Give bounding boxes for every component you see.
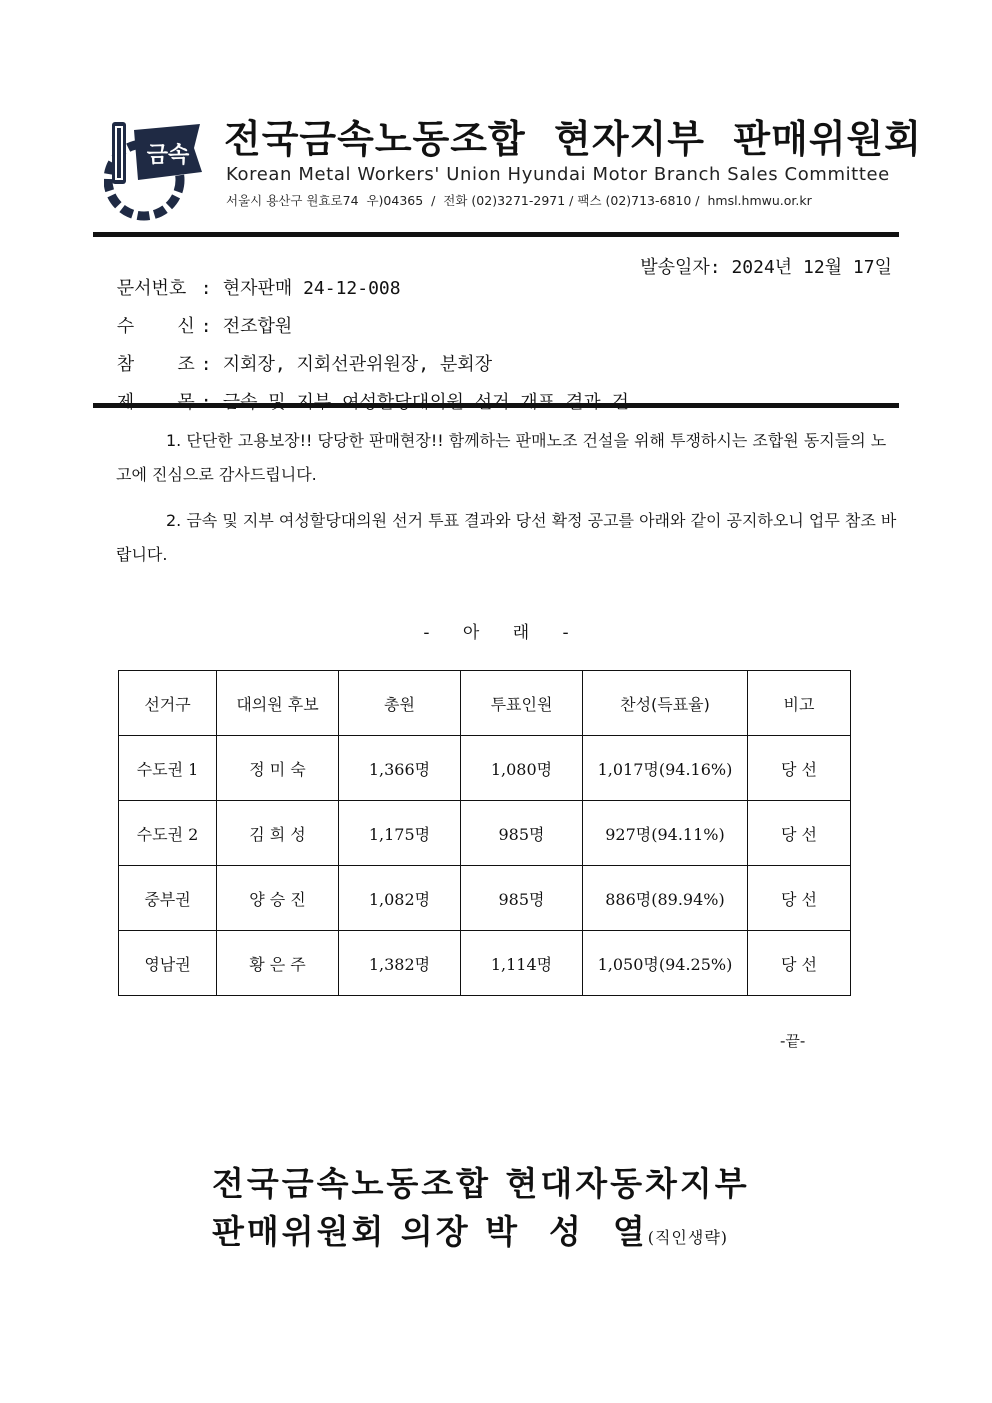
table-row xyxy=(119,801,851,866)
org-english-name: Korean Metal Workers' Union Hyundai Motor Branch Sales Committee xyxy=(226,164,890,185)
col-header-total: 총원 xyxy=(339,671,461,736)
cell-remarks: 당 선 xyxy=(748,801,851,866)
cell-voters: 1,080명 xyxy=(461,736,583,801)
recipient-row: 수 신 : 전조합원 xyxy=(95,291,292,338)
cell-district: 수도권 2 xyxy=(119,801,217,866)
cc-value: 지회장, 지회선관위원장, 분회장 xyxy=(222,354,493,375)
recipient-value: 전조합원 xyxy=(222,316,293,337)
cell-candidate: 김 희 성 xyxy=(217,801,339,866)
cell-remarks: 당 선 xyxy=(748,931,851,996)
cell-district: 중부권 xyxy=(119,866,217,931)
union-logo xyxy=(104,118,204,222)
cell-voters: 985명 xyxy=(461,801,583,866)
cell-remarks: 당 선 xyxy=(748,866,851,931)
header-divider xyxy=(93,232,899,237)
end-mark: -끝- xyxy=(780,1032,806,1050)
recipient-label: 수 신 xyxy=(116,316,195,337)
col-header-district: 선거구 xyxy=(119,671,217,736)
table-row xyxy=(119,736,851,801)
cell-approval: 886명(89.94%) xyxy=(583,866,748,931)
table-row xyxy=(119,931,851,996)
cell-approval: 1,050명(94.25%) xyxy=(583,931,748,996)
cell-candidate: 정 미 숙 xyxy=(217,736,339,801)
below-marker: - 아 래 - xyxy=(423,623,569,643)
signature-org: 전국금속노동조합 현대자동차지부 xyxy=(212,1164,750,1203)
paragraph-2-text: 2. 금속 및 지부 여성할당대의원 선거 투표 결과와 당선 확정 공고를 아래와 같이 공지하오니 업무 참조 바랍니다. xyxy=(116,511,897,564)
col-header-candidate: 대의원 후보 xyxy=(217,671,339,736)
cell-total: 1,382명 xyxy=(339,931,461,996)
cell-district: 영남권 xyxy=(119,931,217,996)
table-row xyxy=(119,866,851,931)
signature-chair-name: 판매위원회 의장 박 성 열 xyxy=(212,1212,648,1251)
col-header-voters: 투표인원 xyxy=(461,671,583,736)
cell-candidate: 양 승 진 xyxy=(217,866,339,931)
doc-number-row: 문서번호 : 현자판매 24-12-008 xyxy=(95,253,401,300)
cell-voters: 1,114명 xyxy=(461,931,583,996)
body-paragraph-2 xyxy=(116,504,898,572)
cell-total: 1,175명 xyxy=(339,801,461,866)
cell-district: 수도권 1 xyxy=(119,736,217,801)
cc-row: 참 조 : 지회장, 지회선관위원장, 분회장 xyxy=(95,329,492,376)
signature-chair xyxy=(212,1206,728,1253)
cell-remarks: 당 선 xyxy=(748,736,851,801)
cc-label: 참 조 xyxy=(116,354,195,375)
cell-approval: 927명(94.11%) xyxy=(583,801,748,866)
org-address: 서울시 용산구 원효로74 우)04365 / 전화 (02)3271-2971 / 팩스 (02)713-6810 / hmsl.hmwu.or.kr xyxy=(226,193,812,208)
election-results-table xyxy=(118,670,851,996)
table-header-row xyxy=(119,671,851,736)
meta-divider xyxy=(93,403,899,408)
send-date: 발송일자: 2024년 12월 17일 xyxy=(640,257,892,278)
col-header-remarks: 비고 xyxy=(748,671,851,736)
cell-total: 1,082명 xyxy=(339,866,461,931)
paragraph-1-text: 1. 단단한 고용보장!! 당당한 판매현장!! 함께하는 판매노조 건설을 위해 투쟁하시는 조합원 동지들의 노고에 진심으로 감사드립니다. xyxy=(116,431,887,484)
cell-candidate: 황 은 주 xyxy=(217,931,339,996)
logo-text: 금속 xyxy=(146,143,190,168)
doc-number-label: 문서번호 xyxy=(116,278,187,299)
cell-approval: 1,017명(94.16%) xyxy=(583,736,748,801)
subject-label xyxy=(117,388,201,414)
doc-number-value: 현자판매 24-12-008 xyxy=(222,278,401,299)
org-title: 전국금속노동조합 현자지부 판매위원회 xyxy=(224,117,922,161)
col-header-approval: 찬성(득표율) xyxy=(583,671,748,736)
cell-voters: 985명 xyxy=(461,866,583,931)
body-paragraph-1 xyxy=(116,424,898,492)
cell-total: 1,366명 xyxy=(339,736,461,801)
seal-note: (직인생략) xyxy=(647,1228,729,1247)
